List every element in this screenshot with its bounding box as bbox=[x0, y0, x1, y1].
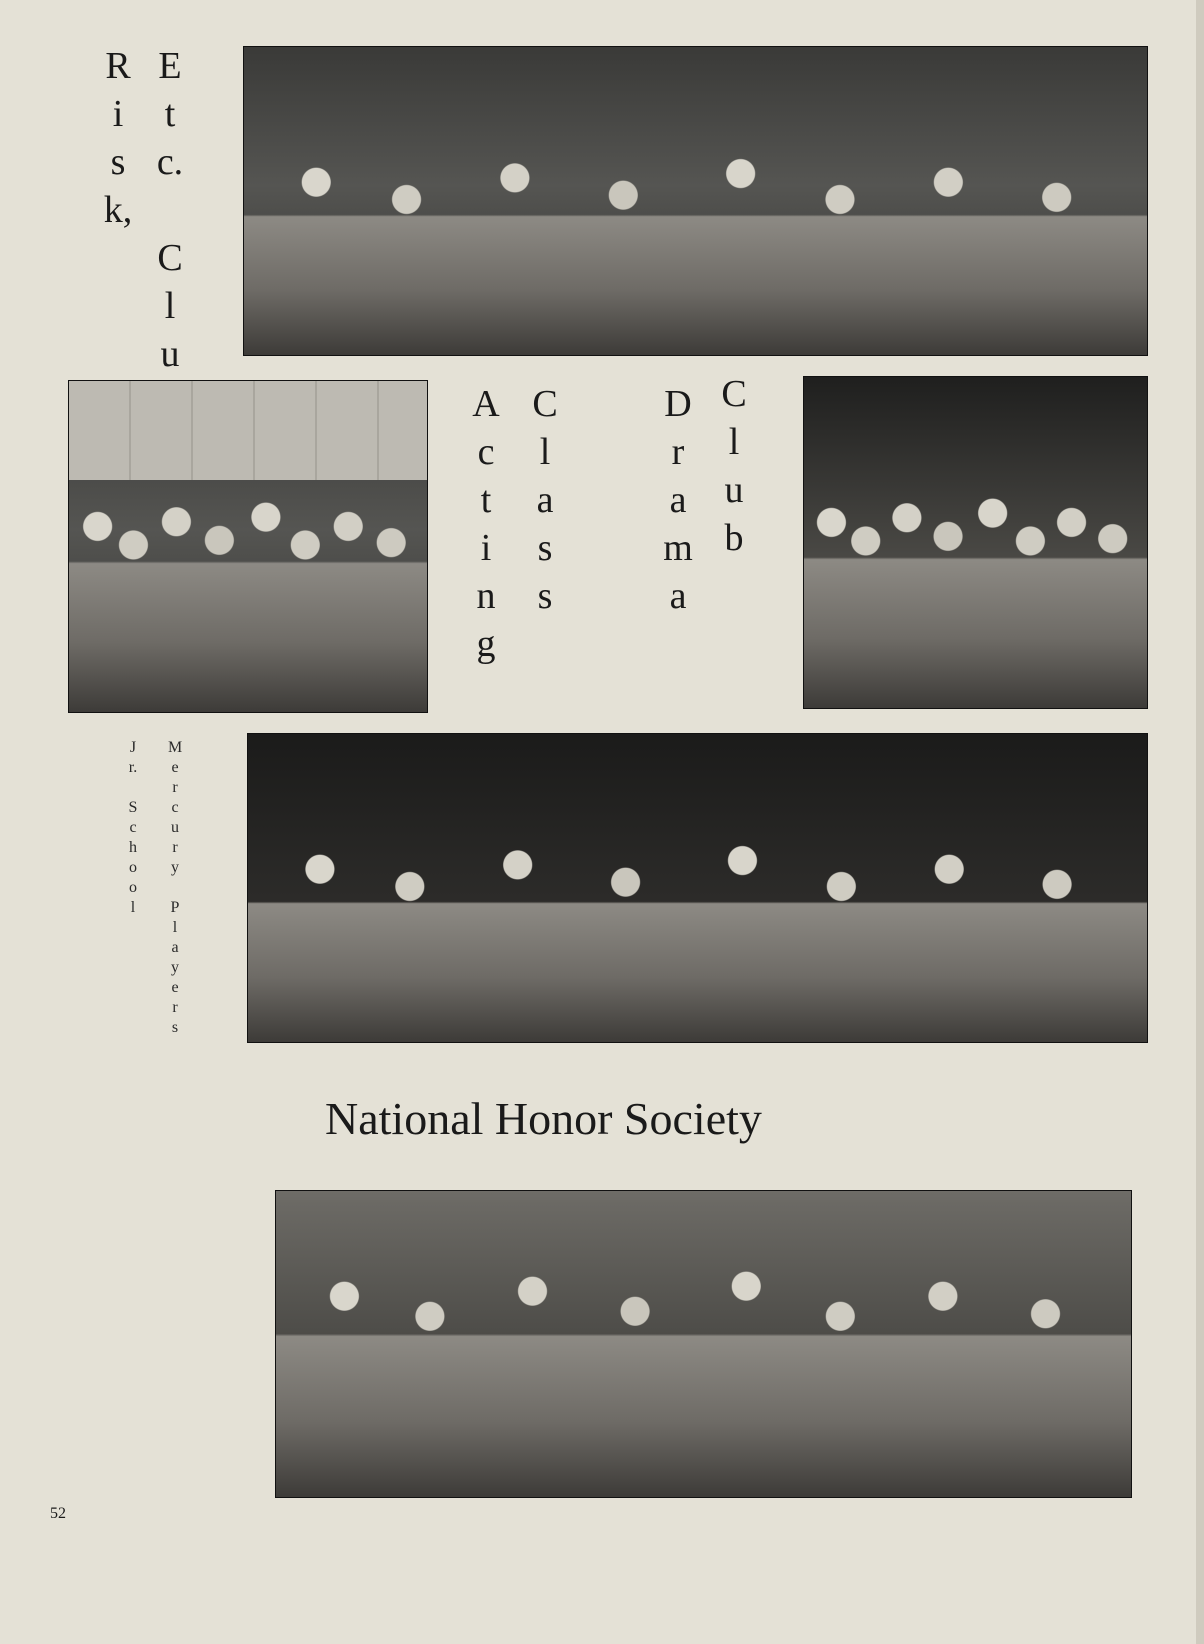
caption-letter: a bbox=[171, 939, 179, 956]
drama-club-photo bbox=[803, 376, 1148, 709]
caption-letter: c bbox=[129, 819, 137, 836]
caption-letter: u bbox=[171, 819, 179, 836]
mercury-players-caption bbox=[168, 738, 182, 1038]
caption-letter: r. bbox=[128, 759, 138, 776]
caption-letter: s bbox=[537, 527, 553, 569]
caption-letter: s bbox=[110, 141, 126, 183]
honor-society-photo bbox=[275, 1190, 1132, 1498]
group-figures bbox=[276, 1246, 1131, 1497]
caption-letter: A bbox=[472, 383, 500, 425]
acting-class-photo bbox=[68, 380, 428, 713]
caption-letter: b bbox=[724, 517, 744, 559]
caption-letter: E bbox=[158, 45, 182, 87]
caption-letter: g bbox=[476, 623, 496, 665]
caption-letter: e bbox=[171, 759, 179, 776]
risk-club-photo bbox=[243, 46, 1148, 356]
drama-caption bbox=[658, 380, 698, 620]
group-figures bbox=[244, 139, 1147, 355]
caption-letter: P bbox=[170, 899, 180, 916]
caption-letter: s bbox=[537, 575, 553, 617]
group-figures bbox=[69, 480, 427, 712]
caption-letter: u bbox=[160, 333, 180, 375]
mercury-players-photo bbox=[247, 733, 1148, 1043]
caption-letter bbox=[168, 878, 182, 898]
caption-letter: r bbox=[172, 839, 178, 856]
group-figures bbox=[804, 476, 1147, 708]
jr-school-caption bbox=[126, 738, 140, 918]
caption-letter: D bbox=[664, 383, 692, 425]
caption-letter: t bbox=[480, 479, 492, 521]
caption-letter: o bbox=[129, 859, 137, 876]
caption-letter: l bbox=[164, 285, 176, 327]
caption-letter: h bbox=[129, 839, 137, 856]
caption-letter: m bbox=[663, 527, 693, 569]
caption-letter: l bbox=[130, 899, 136, 916]
caption-letter: k, bbox=[103, 189, 133, 231]
section-title: National Honor Society bbox=[325, 1093, 762, 1144]
caption-letter: a bbox=[536, 479, 554, 521]
caption-letter: r bbox=[172, 999, 178, 1016]
page-edge bbox=[1196, 0, 1204, 1644]
page-number: 52 bbox=[50, 1505, 66, 1522]
caption-letter: M bbox=[168, 739, 183, 756]
caption-letter bbox=[150, 186, 190, 234]
caption-letter: n bbox=[476, 575, 496, 617]
group-figures bbox=[248, 826, 1147, 1042]
caption-letter: i bbox=[112, 93, 124, 135]
acting-caption bbox=[466, 380, 506, 668]
caption-letter: s bbox=[171, 1019, 179, 1036]
caption-letter: t bbox=[164, 93, 176, 135]
caption-letter: r bbox=[671, 431, 685, 473]
caption-letter: u bbox=[724, 469, 744, 511]
caption-letter: R bbox=[105, 45, 131, 87]
risk-caption-col1 bbox=[98, 42, 138, 234]
caption-letter: i bbox=[480, 527, 492, 569]
ceiling-tiles bbox=[69, 381, 427, 480]
caption-letter: l bbox=[172, 919, 178, 936]
caption-letter: a bbox=[669, 479, 687, 521]
caption-letter: C bbox=[721, 373, 747, 415]
caption-letter: C bbox=[157, 237, 183, 279]
club-caption bbox=[714, 370, 754, 562]
caption-letter: c bbox=[171, 799, 179, 816]
caption-letter: r bbox=[172, 779, 178, 796]
caption-letter: S bbox=[128, 799, 138, 816]
caption-letter: l bbox=[728, 421, 740, 463]
caption-letter bbox=[126, 778, 140, 798]
caption-letter: y bbox=[171, 959, 179, 976]
caption-letter: l bbox=[539, 431, 551, 473]
caption-letter: a bbox=[669, 575, 687, 617]
caption-letter: c. bbox=[156, 141, 184, 183]
caption-letter: c bbox=[477, 431, 495, 473]
caption-letter: J bbox=[129, 739, 137, 756]
caption-letter: e bbox=[171, 979, 179, 996]
caption-letter: C bbox=[532, 383, 558, 425]
caption-letter: y bbox=[171, 859, 179, 876]
risk-caption-col2 bbox=[150, 42, 190, 426]
caption-letter: o bbox=[129, 879, 137, 896]
class-caption bbox=[525, 380, 565, 620]
